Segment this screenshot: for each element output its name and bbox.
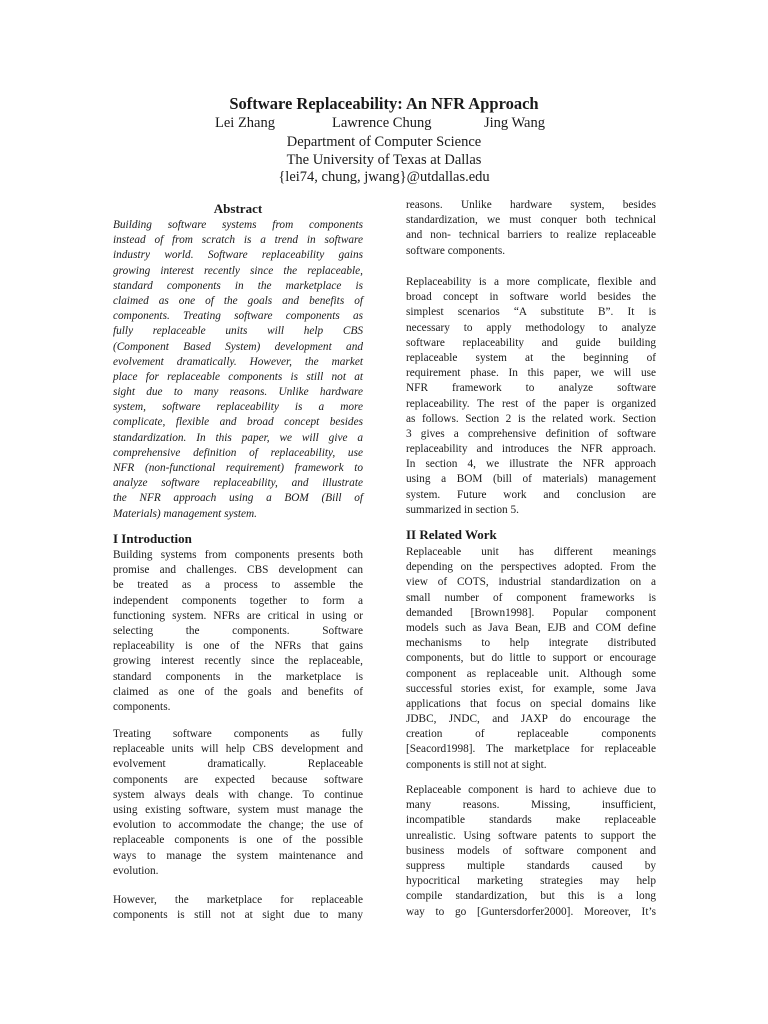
text-line: comprehensive definition of replaceability, use (113, 446, 363, 459)
text-line: standard components in the marketplace is (113, 279, 363, 292)
text-line: replaceability. The rest of the paper is organized (406, 397, 656, 410)
text-line: fully replaceable units will help CBS (113, 325, 363, 338)
text-line: creation of replaceable components (406, 728, 656, 741)
text-line: standard components in the marketplace is (113, 670, 363, 683)
text-line: functioning system. NFRs are critical in using or (113, 609, 363, 622)
section-heading-introduction: I Introduction (113, 531, 192, 546)
text-line: (Component Based System) development and (113, 340, 363, 353)
text-line: Building software systems from components (113, 219, 363, 231)
right-column-paragraph-2 (406, 275, 656, 518)
text-line: system, software replaceability is a more (113, 401, 363, 414)
text-line: complicate, flexible and broad concept besides (113, 416, 363, 429)
text-line: requirement phase. In this paper, we will use (406, 367, 656, 380)
text-line: place for replaceable components is still not at (113, 370, 363, 383)
text-line: evolution to accommodate the change; the use of (113, 819, 363, 832)
text-line: component as replaceable unit. Although some (406, 667, 656, 680)
text-line: be treated as a process to assemble the (113, 579, 363, 592)
text-line: independent components together to form a (113, 594, 363, 607)
text-line: compile standardization, but this is a long (406, 890, 656, 903)
text-line: necessary to apply methodology to analyze (406, 321, 656, 334)
text-line: analyze software replaceability, and illustrate (113, 477, 363, 490)
related-work-paragraph-1 (406, 545, 656, 773)
author-name: Jing Wang (484, 115, 545, 131)
text-line: sight due to many reasons. Unlike hardware (113, 386, 363, 399)
text-line: software components. (406, 244, 506, 257)
text-line: evolvement dramatically. However, the market (113, 355, 363, 368)
text-line: standardization, we must conquer both technical (406, 214, 656, 227)
text-line: selecting the components. Software (113, 624, 363, 637)
text-line: reasons. Unlike hardware system, besides (406, 199, 656, 211)
text-line: claimed as one of the goals and benefits of (113, 685, 363, 698)
text-line: the NFR approach using a BOM (Bill of (113, 492, 363, 505)
text-line: In section 4, we illustrate the NFR approach (406, 458, 656, 471)
introduction-paragraph-2 (113, 727, 363, 879)
text-line: growing interest recently since the replaceable, (113, 264, 363, 277)
text-line: Materials) management system. (113, 507, 258, 520)
text-line: NFR framework to analyze software (406, 382, 656, 395)
text-line: replaceability and introduces the NFR approach. (406, 443, 656, 456)
text-line: replaceable components is one of the possible (113, 834, 363, 847)
text-line: Replaceability is a more complicate, flexible and (406, 276, 656, 288)
text-line: components are expected because software (113, 773, 363, 786)
text-line: components is still not at sight due to many (113, 909, 363, 922)
affiliation-university: The University of Texas at Dallas (286, 152, 482, 168)
text-line: promise and challenges. CBS development can (113, 564, 363, 577)
text-line: system. Future work and conclusion are (406, 488, 656, 501)
text-line: business models of software component and (406, 844, 656, 857)
text-line: models such as Java Bean, EJB and COM define (406, 621, 656, 634)
affiliation-department: Department of Computer Science (286, 134, 482, 150)
author-list (0, 114, 768, 132)
text-line: incompatible standards make replaceable (406, 814, 656, 827)
text-line: evolvement dramatically. Replaceable (113, 758, 363, 771)
text-line: Replaceable unit has different meanings (406, 546, 656, 558)
text-line: mechanisms to help integrate distributed (406, 637, 656, 650)
text-line: depending on the perspectives adopted. From the (406, 561, 656, 574)
text-line: and non- technical barriers to realize replaceable (406, 229, 656, 242)
text-line: components. Treating software components as (113, 310, 363, 323)
text-line: growing interest recently since the replaceable, (113, 655, 363, 668)
text-line: [Seacord1998]. The marketplace for replaceable (406, 743, 656, 756)
text-line: evolution. (113, 864, 159, 877)
abstract-heading: Abstract (213, 201, 263, 216)
right-column-paragraph-1 (406, 198, 656, 259)
text-line: 3 gives a comprehensive definition of software (406, 427, 656, 440)
author-name: Lei Zhang (215, 115, 275, 131)
text-line: system always deals with change. To continue (113, 788, 363, 801)
text-line: successful stories exist, for example, some Java (406, 682, 656, 695)
text-line: ways to manage the system maintenance and (113, 849, 363, 862)
text-line: many reasons. Missing, insufficient, (406, 799, 656, 812)
text-line: instead of from scratch is a trend in software (113, 234, 363, 247)
text-line: using a BOM (bill of materials) management (406, 473, 656, 486)
text-line: Building systems from components presents both (113, 549, 363, 561)
text-line: However, the marketplace for replaceable (113, 894, 363, 906)
text-line: suppress multiple standards caused by (406, 859, 656, 872)
text-line: standardization. In this paper, we will give a (113, 431, 363, 444)
introduction-paragraph-3 (113, 893, 363, 923)
author-name: Lawrence Chung (332, 115, 432, 131)
text-line: JDBC, JNDC, and JAXP do encourage the (406, 713, 656, 726)
text-line: hypocritical marketing strategies may help (406, 875, 656, 888)
text-line: simplest scenarios “A substitute B”. It is (406, 306, 656, 319)
text-line: replaceable system at the beginning of (406, 351, 656, 364)
text-line: broad concept in software world besides the (406, 291, 656, 304)
text-line: summarized in section 5. (406, 503, 519, 516)
text-line: view of COTS, industrial standardization on a (406, 576, 656, 589)
text-line: components is still not at sight. (406, 758, 547, 771)
text-line: as follows. Section 2 is the related work. Section (406, 412, 656, 425)
text-line: industry world. Software replaceability gains (113, 249, 363, 262)
related-work-paragraph-2 (406, 783, 656, 920)
text-line: claimed as one of the goals and benefits of (113, 294, 363, 307)
text-line: Replaceable component is hard to achieve due to (406, 784, 656, 796)
text-line: replaceability is one of the NFRs that gains (113, 640, 363, 653)
text-line: using existing software, system must manage the (113, 803, 363, 816)
text-line: small number of component frameworks is (406, 591, 656, 604)
text-line: unrealistic. Using software patents to support the (406, 829, 656, 842)
text-line: components, but do little to support or encourage (406, 652, 656, 665)
abstract-body (113, 218, 363, 522)
text-line: Treating software components as fully (113, 728, 363, 740)
text-line: demanded [Brown1998]. Popular component (406, 606, 656, 619)
text-line: applications that focus on special domains like (406, 697, 656, 710)
text-line: replaceable units will help CBS development and (113, 743, 363, 756)
section-heading-related-work: II Related Work (406, 527, 497, 542)
introduction-paragraph-1 (113, 548, 363, 715)
text-line: software replaceability and guide building (406, 336, 656, 349)
text-line: components. (113, 700, 171, 713)
text-line: way to go [Guntersdorfer2000]. Moreover, It’s (406, 905, 656, 918)
paper-title: Software Replaceability: An NFR Approach (229, 94, 539, 113)
text-line: NFR (non-functional requirement) framework to (113, 462, 363, 474)
affiliation-emails: {lei74, chung, jwang}@utdallas.edu (278, 169, 490, 185)
